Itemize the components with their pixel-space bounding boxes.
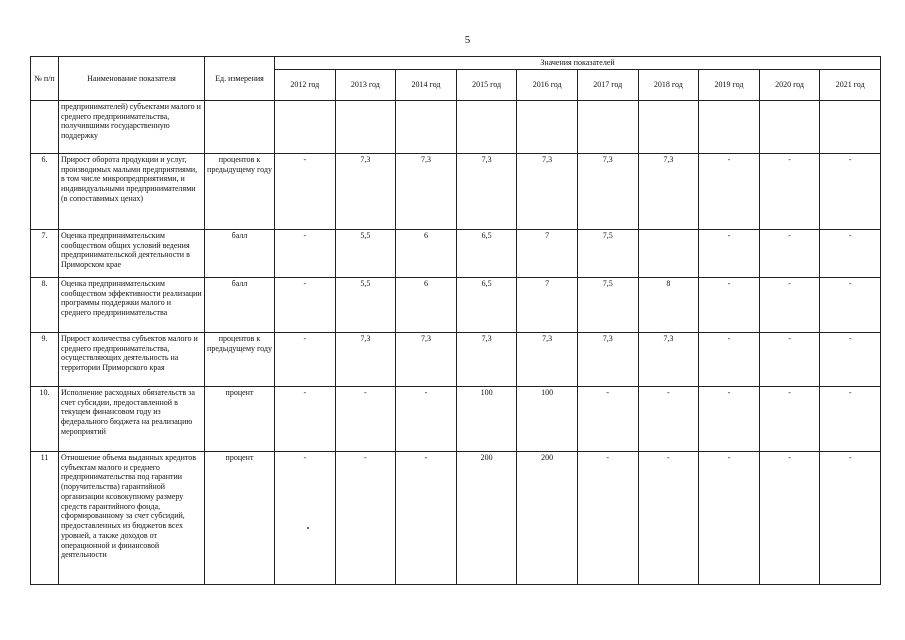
row-value: 200 bbox=[517, 451, 578, 584]
row-value: 8 bbox=[638, 277, 699, 332]
row-value bbox=[335, 100, 396, 153]
header-year: 2019 год bbox=[699, 69, 760, 100]
row-value: - bbox=[820, 386, 881, 451]
row-unit: процент bbox=[205, 451, 275, 584]
table-row bbox=[31, 277, 881, 332]
row-value: 7,3 bbox=[335, 332, 396, 386]
row-value: - bbox=[275, 332, 336, 386]
row-value bbox=[275, 100, 336, 153]
row-value: - bbox=[638, 386, 699, 451]
header-year: 2016 год bbox=[517, 69, 578, 100]
row-value: - bbox=[275, 277, 336, 332]
row-value: - bbox=[275, 153, 336, 229]
header-row-top bbox=[31, 57, 881, 70]
row-value: 7,3 bbox=[638, 332, 699, 386]
row-value: 7,3 bbox=[335, 153, 396, 229]
row-value: 7,3 bbox=[396, 153, 457, 229]
page-number: 5 bbox=[464, 34, 471, 46]
indicators-table bbox=[30, 56, 881, 585]
row-value: - bbox=[638, 451, 699, 584]
scan-speck bbox=[307, 527, 309, 529]
row-value: 7,3 bbox=[577, 332, 638, 386]
row-name: Оценка предпринимательским сообществом эффективности реализации программы поддержки малого и среднего предпринимательства bbox=[59, 277, 205, 332]
row-value bbox=[759, 100, 820, 153]
table-row bbox=[31, 100, 881, 153]
row-value: - bbox=[577, 451, 638, 584]
row-value bbox=[456, 100, 517, 153]
row-value: 6 bbox=[396, 229, 457, 277]
row-value: - bbox=[759, 153, 820, 229]
row-value: - bbox=[699, 153, 760, 229]
row-unit: балл bbox=[205, 229, 275, 277]
row-name: Прирост оборота продукции и услуг, производимых малыми предприятиями, в том числе микропредприятиями, и индивидуальными предпринимателями (в сопоставимых ценах) bbox=[59, 153, 205, 229]
header-values: Значения показателей bbox=[275, 57, 881, 70]
row-name: Оценка предпринимательским сообществом общих условий ведения предпринимательской деятельности в Приморском крае bbox=[59, 229, 205, 277]
row-value: 7 bbox=[517, 277, 578, 332]
row-name: Исполнение расходных обязательств за счет субсидии, предоставленной в текущем финансовом году из федерального бюджета на реализацию мероприятий bbox=[59, 386, 205, 451]
row-num: 11 bbox=[31, 451, 59, 584]
row-value: 100 bbox=[456, 386, 517, 451]
row-unit: балл bbox=[205, 277, 275, 332]
row-value: - bbox=[699, 451, 760, 584]
header-year: 2013 год bbox=[335, 69, 396, 100]
row-value: - bbox=[275, 386, 336, 451]
table-row bbox=[31, 229, 881, 277]
row-num: 9. bbox=[31, 332, 59, 386]
header-year: 2021 год bbox=[820, 69, 881, 100]
row-value: - bbox=[820, 229, 881, 277]
row-value: - bbox=[396, 451, 457, 584]
row-num: 8. bbox=[31, 277, 59, 332]
header-year: 2018 год bbox=[638, 69, 699, 100]
row-value: - bbox=[759, 229, 820, 277]
row-value: - bbox=[759, 277, 820, 332]
row-value bbox=[577, 100, 638, 153]
row-value bbox=[517, 100, 578, 153]
row-value bbox=[638, 229, 699, 277]
row-value: - bbox=[820, 332, 881, 386]
row-value: 200 bbox=[456, 451, 517, 584]
row-value: 7,3 bbox=[456, 332, 517, 386]
header-name: Наименование показателя bbox=[59, 57, 205, 101]
row-value: - bbox=[820, 451, 881, 584]
row-value: - bbox=[275, 229, 336, 277]
row-value bbox=[820, 100, 881, 153]
row-name: предпринимателей) субъектами малого и среднего предпринимательства, получившими государственную поддержку bbox=[59, 100, 205, 153]
row-value bbox=[699, 100, 760, 153]
row-value: 100 bbox=[517, 386, 578, 451]
row-value: 6 bbox=[396, 277, 457, 332]
row-num: 7. bbox=[31, 229, 59, 277]
row-value: - bbox=[699, 332, 760, 386]
row-value: 7,3 bbox=[517, 332, 578, 386]
row-value: 7,5 bbox=[577, 229, 638, 277]
header-year: 2017 год bbox=[577, 69, 638, 100]
row-value: 7,3 bbox=[396, 332, 457, 386]
row-value: - bbox=[335, 386, 396, 451]
row-num: 10. bbox=[31, 386, 59, 451]
row-value bbox=[638, 100, 699, 153]
row-value: - bbox=[335, 451, 396, 584]
header-year: 2015 год bbox=[456, 69, 517, 100]
row-value: - bbox=[275, 451, 336, 584]
row-value: 7,3 bbox=[456, 153, 517, 229]
row-value: 5,5 bbox=[335, 277, 396, 332]
header-year: 2020 год bbox=[759, 69, 820, 100]
table-row bbox=[31, 386, 881, 451]
row-name: Отношение объема выданных кредитов субъектам малого и среднего предпринимательства под гарантии (поручительства) гарантийной организации ксовокупному размеру средств гарантийного фонда, сформированному за счет субсидий, предоставленных из бюджетов всех уровней, а также доходов от операционной и финансовой деятельности bbox=[59, 451, 205, 584]
row-value: 5,5 bbox=[335, 229, 396, 277]
row-value: - bbox=[759, 451, 820, 584]
header-year: 2012 год bbox=[275, 69, 336, 100]
row-value bbox=[396, 100, 457, 153]
row-name: Прирост количества субъектов малого и среднего предпринимательства, осуществляющих деятельность на территории Приморского края bbox=[59, 332, 205, 386]
row-unit bbox=[205, 100, 275, 153]
row-value: 7,3 bbox=[577, 153, 638, 229]
row-unit: процентов к предыдущему году bbox=[205, 153, 275, 229]
row-value: - bbox=[699, 229, 760, 277]
row-value: 6,5 bbox=[456, 277, 517, 332]
row-value: - bbox=[699, 386, 760, 451]
header-year: 2014 год bbox=[396, 69, 457, 100]
table-row bbox=[31, 153, 881, 229]
row-value: - bbox=[820, 277, 881, 332]
row-num bbox=[31, 100, 59, 153]
row-value: 7,5 bbox=[577, 277, 638, 332]
row-value: - bbox=[759, 332, 820, 386]
row-value: - bbox=[699, 277, 760, 332]
row-value: 7,3 bbox=[517, 153, 578, 229]
row-value: 7,3 bbox=[638, 153, 699, 229]
table-row bbox=[31, 332, 881, 386]
table-row bbox=[31, 451, 881, 584]
row-value: - bbox=[577, 386, 638, 451]
row-value: - bbox=[396, 386, 457, 451]
row-unit: процент bbox=[205, 386, 275, 451]
header-num: № п/п bbox=[31, 57, 59, 101]
row-num: 6. bbox=[31, 153, 59, 229]
row-value: 6,5 bbox=[456, 229, 517, 277]
row-value: - bbox=[759, 386, 820, 451]
row-value: - bbox=[820, 153, 881, 229]
header-unit: Ед. измерения bbox=[205, 57, 275, 101]
row-value: 7 bbox=[517, 229, 578, 277]
row-unit: процентов к предыдущему году bbox=[205, 332, 275, 386]
